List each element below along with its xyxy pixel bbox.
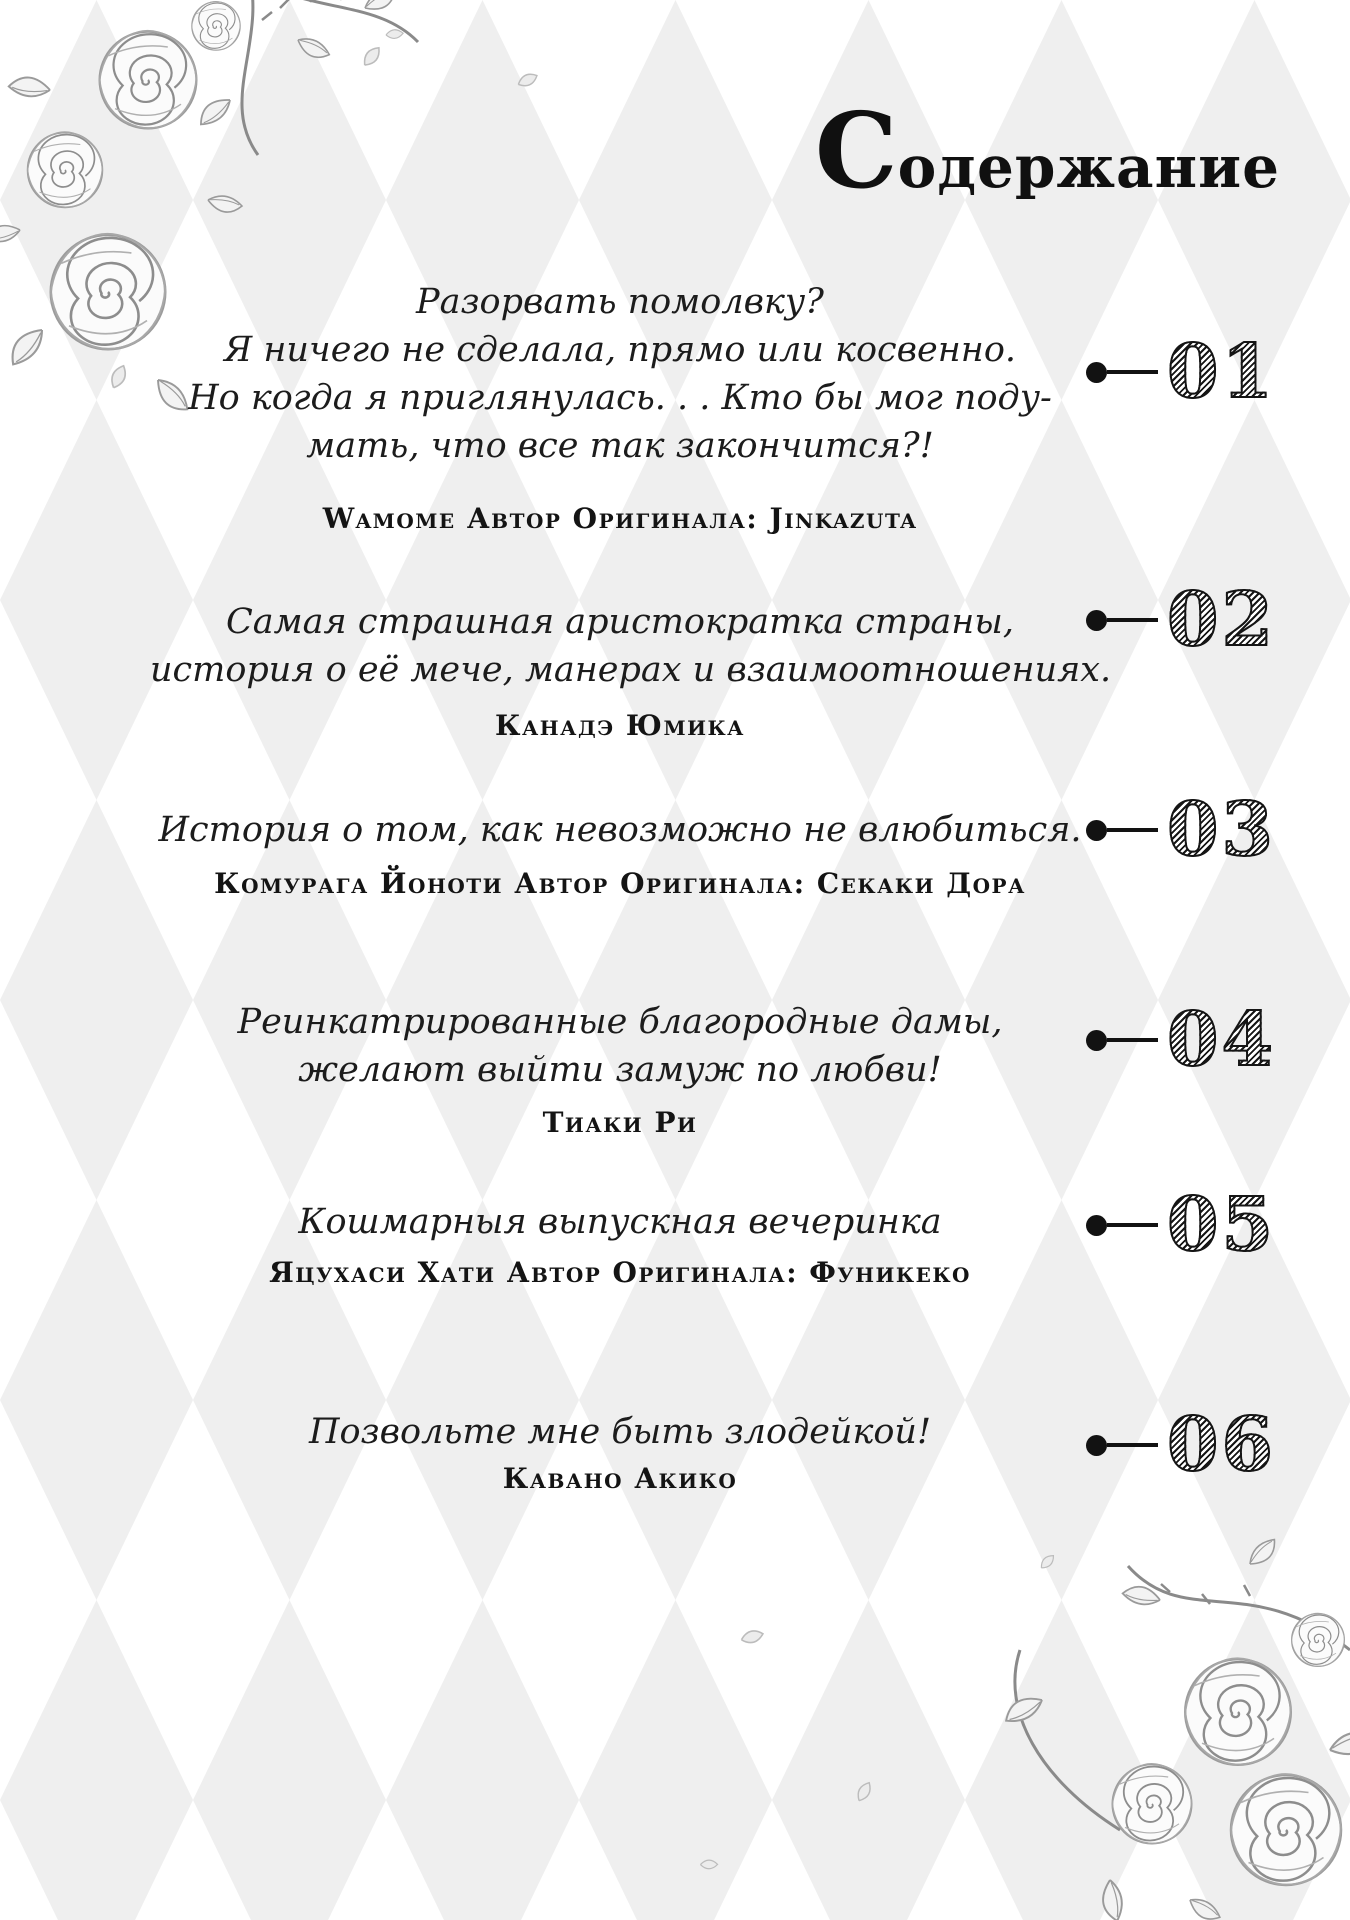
entry-author: Кавано Акико xyxy=(502,1462,738,1495)
toc-entry-4 xyxy=(150,998,1090,1139)
bullet-dot-icon xyxy=(1086,1215,1107,1236)
page-title: Содержание xyxy=(814,89,1280,212)
entry-description-line: Я ничего не сделала, прямо или косвенно. xyxy=(223,330,1017,370)
chapter-number: 01 xyxy=(1167,329,1276,415)
bullet-dot-icon xyxy=(1086,820,1107,841)
entry-description-line: Кошмарныя выпускная вечеринка xyxy=(298,1202,942,1242)
toc-entry-3 xyxy=(150,806,1090,900)
bullet-dot-icon xyxy=(1086,362,1107,383)
entry-description-line: Позвольте мне быть злодейкой! xyxy=(308,1412,932,1452)
bullet-dot-icon xyxy=(1086,610,1107,631)
chapter-number: 03 xyxy=(1167,787,1276,873)
entry-author: Wamome Автор Оригинала: Jinkazuta xyxy=(322,502,918,535)
connector-line xyxy=(1107,1223,1158,1227)
chapter-number-group-5 xyxy=(1086,1182,1276,1268)
chapter-number-group-2 xyxy=(1086,577,1276,663)
bullet-dot-icon xyxy=(1086,1435,1107,1456)
bullet-dot-icon xyxy=(1086,1030,1107,1051)
entry-author: Яцухаси Хати Автор Оригинала: Фуникеко xyxy=(269,1256,971,1289)
entry-description-line: Но когда я приглянулась. . . Кто бы мог поду- xyxy=(188,378,1052,418)
entry-author: Канадэ Юмика xyxy=(495,709,745,742)
entry-description-line: Самая страшная аристократка страны, xyxy=(226,602,1014,642)
chapter-number-group-1 xyxy=(1086,329,1276,415)
entry-description-line: Реинкатрированные благородные дамы, xyxy=(237,1002,1003,1042)
entry-author: Тиаки Ри xyxy=(542,1106,698,1139)
connector-line xyxy=(1107,618,1158,622)
entry-description-line: желают выйти замуж по любви! xyxy=(298,1050,942,1090)
chapter-number: 05 xyxy=(1167,1182,1276,1268)
connector-line xyxy=(1107,828,1158,832)
toc-entry-2 xyxy=(150,598,1112,742)
chapter-number-group-6 xyxy=(1086,1402,1276,1488)
entry-description-line: История о том, как невозможно не влюбиться. xyxy=(158,810,1082,850)
toc-entry-1 xyxy=(150,278,1090,535)
connector-line xyxy=(1107,1038,1158,1042)
chapter-number: 02 xyxy=(1167,577,1276,663)
toc-entry-6 xyxy=(150,1408,1090,1495)
toc-entry-5 xyxy=(150,1198,1090,1289)
chapter-number-group-3 xyxy=(1086,787,1276,873)
entry-author: Комурага Йоноти Автор Оригинала: Секаки Дора xyxy=(214,867,1026,900)
connector-line xyxy=(1107,370,1158,374)
chapter-number: 04 xyxy=(1167,997,1276,1083)
connector-line xyxy=(1107,1443,1158,1447)
chapter-number: 06 xyxy=(1167,1402,1276,1488)
entry-description-line: Разорвать помолвку? xyxy=(416,282,824,322)
entry-description-line: мать, что все так закончится?! xyxy=(306,426,934,466)
chapter-number-group-4 xyxy=(1086,997,1276,1083)
entry-description-line: история о её мече, манерах и взаимоотношениях. xyxy=(150,650,1112,690)
